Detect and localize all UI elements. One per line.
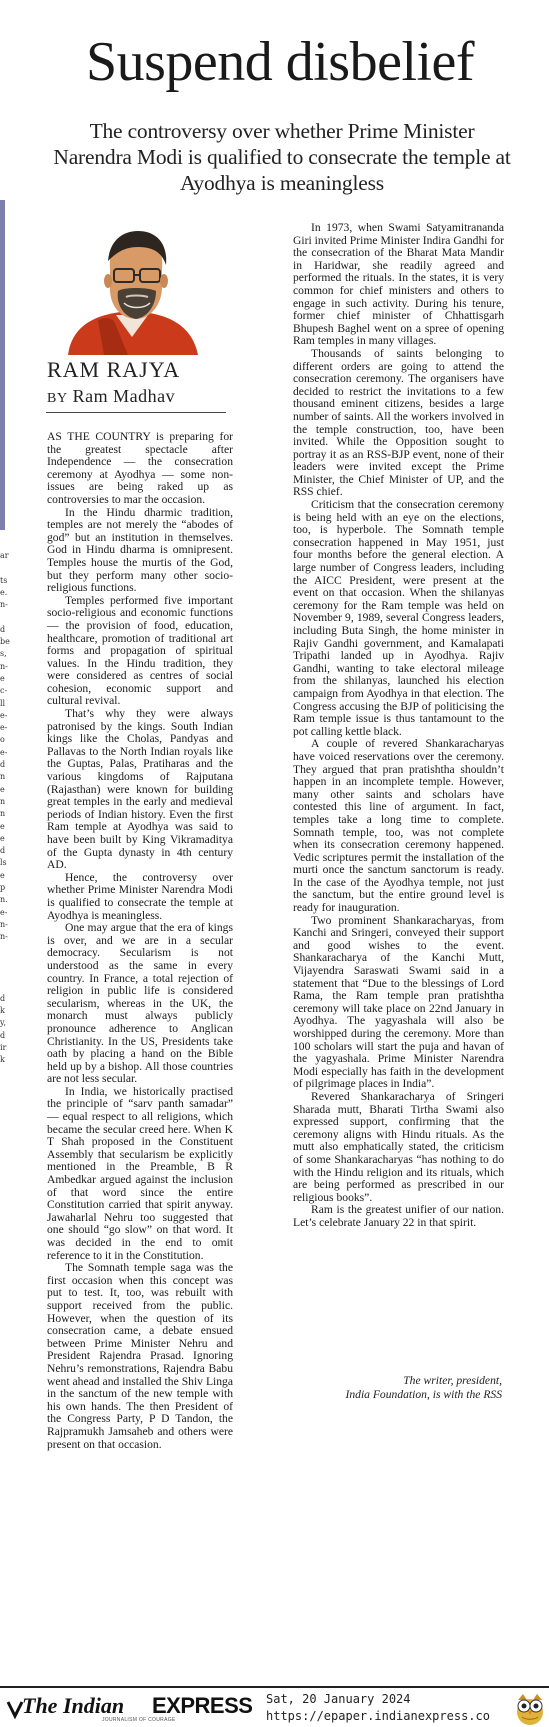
paragraph: A couple of revered Shankaracharyas have voiced reservations over the ceremony. They argued that pran pratishtha shouldn’t happen in an incomplete temple. However, many other saints and scholars have contested this line of argument. In fact, temples take a long time to complete. Somnath temple, too, was not complete when its consecration ceremony happened. Vedic scriptures permit the installation of the murti once the sanctum sanctorum is ready. In the case of the Ayodhya temple, not just the sanctum, but the entire ground level is ready for inauguration. (293, 737, 504, 915)
paragraph: Hence, the controversy over whether Prime Minister Narendra Modi is qualified to consecrate the temple at Ayodhya is meaningless. (47, 870, 233, 922)
footer-divider (0, 1686, 549, 1688)
paragraph: In 1973, when Swami Satyamitrananda Giri invited Prime Minister Indira Gandhi for the consecration of the Bharat Mata Mandir in Haridwar, she readily agreed and performed the rituals. In the states, it is very common for chief ministers and others to engage in such activity. During his tenure, former chief minister of Chhattisgarh Bhupesh Baghel went on a spree of opening Ram temples in many villages. (293, 221, 504, 348)
edition-date: Sat, 20 January 2024 (266, 1692, 411, 1706)
paragraph: Two prominent Shankaracharyas, from Kanchi and Sringeri, conveyed their support and good wishes to the event. Shankaracharya of the Kanchi Mutt, Vijayendra Saraswati Swami said in a statement that “Due to the blessings of Lord Rama, the Ram temple pran pratishtha ceremony will take place on 22nd January in Ayodhya. The yagyashala will also be worshipped during the ceremony. More than 100 scholars will start the puja and havan of the yagyashala. Prime Minister Narendra Modi especially has faith in the development of pilgrimage places in India”. (293, 913, 504, 1091)
newspaper-tagline: JOURNALISM OF COURAGE (102, 1717, 176, 1723)
paragraph: Criticism that the consecration ceremony is being held with an eye on the elections, too, is hyperbole. The Somnath temple consecration happened in May 1951, just four months before the general election. A large number of Congress leaders, including the AICC President, were present at the event on that occasion. When the shilanyas ceremony for the Ram temple was held on November 9, 1989, several Congress leaders, including Buta Singh, the home minister in Rajiv Gandhi government, and Kamalapati Tripathi landed up in Ayodhya. Rajiv Gandhi, wanting to take electoral mileage from the shilanyas, launched his election campaign from Ayodhya in that election. The Congress accusing the BJP of politicising the Ram temple issue is thus tantamount to the pot calling kettle black. (293, 498, 504, 738)
adjacent-article-text: ar ts e. n- d be s, n- e c- ll e- e- o e- d n e n n e e d ls e p n. e- n- n- d k y, d ir k (0, 551, 10, 1065)
byline-prefix: BY (47, 391, 68, 406)
paragraph: The Somnath temple saga was the first occasion when this concept was put to test. It, too, was rebuilt with support received from the public. However, when the question of its consecration came, a debate ensued between Prime Minister Nehru and President Rajendra Prasad. Ignoring Nehru’s remonstrations, Rajendra Babu went ahead and installed the Shiv Linga in the sanctum of the new temple with his own hands. The then President of the Congress Party, P D Tandon, the Rajpramukh Jamsaheb and others were present on that occasion. (47, 1261, 233, 1451)
byline-divider (46, 412, 226, 413)
adjacent-article-fragment (0, 200, 14, 1065)
author-name: Ram Madhav (72, 386, 176, 406)
credit-line: The writer, president, (403, 1374, 502, 1387)
paragraph: That’s why they were always patronised by the kings. South Indian kings like the Cholas, Pandyas and Pallavas to the North Indian royals like the Guptas, Palas, Pratiharas and the various kingdoms of Rajputana (Rajasthan) were known for building great temples in the early and medieval periods of Indian history. Even the first Ram temple at Ayodhya was said to have been built by King Vikramaditya of the Gupta dynasty in 4th century AD. (47, 707, 233, 872)
paragraph: AS THE COUNTRY is preparing for the greatest spectacle after Independence — the consecration ceremony at Ayodhya — some non-issues are being raked up as controversies to mar the occasion. (47, 430, 233, 506)
credit-line: India Foundation, is with the RSS (345, 1388, 502, 1401)
adjacent-article-photo-edge (0, 200, 5, 530)
paragraph: In India, we historically practised the principle of “sarv panth samadar” — equal respect to all religions, which became the secular creed here. When K T Shah proposed in the Constituent Assembly that secularism be explicitly mentioned in the Preamble, B R Ambedkar argued against the inclusion of that word since the entire Constitution carried that spirit anyway. Jawaharlal Nehru too suggested that one should “go slow” on that word. It was decided in the end to omit reference to it in the Constitution. (47, 1084, 233, 1262)
owl-icon (513, 1690, 547, 1726)
newspaper-logo-text[interactable]: The Indian (22, 1693, 125, 1718)
paragraph: Temples performed five important socio-religious and economic functions — the provision of food, education, healthcare, promotion of traditional art forms and propagation of spiritual values. In the Hindu tradition, they were considered as centres of social cohesion, economic support and cultural revival. (47, 593, 233, 708)
author-portrait (58, 225, 206, 355)
paragraph: In the Hindu dharmic tradition, temples are not merely the “abodes of god” but an institution in themselves. God in Hindu dharma is omnipresent. Temples house the murtis of the God, but they perform many other socio-religious functions. (47, 505, 233, 595)
byline (47, 385, 175, 410)
paragraph: Revered Shankaracharya of Sringeri Sharada mutt, Bharati Tirtha Swami also expressed support, confirming that the ceremony aligns with Hindu rituals. As the mutt also emphatically stated, the criticism of some Shankaracharyas “has nothing to do with the Hindu religion and its rituals, which are being performed as prescribed in our religious books”. (293, 1089, 504, 1204)
article-column-1 (47, 431, 233, 1451)
column-name: RAM RAJYA (47, 357, 181, 382)
paragraph: Ram is the greatest unifier of our nation. Let’s celebrate January 22 in that spirit. (293, 1203, 504, 1229)
author-credit (300, 1374, 502, 1402)
epaper-url[interactable]: https://epaper.indianexpress.co (266, 1709, 490, 1723)
paragraph: Thousands of saints belonging to different orders are going to attend the consecration ceremony. The organisers have decided to restrict the invitations to a few thousand eminent citizens, besides a large number of saints. All the workers involved in the temple construction, too, have been invited. While the Opposition sought to portray it as an RSS-BJP event, none of their leaders were invited except the Prime Minister, the Chief Minister of UP, and the RSS chief. (293, 346, 504, 499)
deck: The controversy over whether Prime Minister Narendra Modi is qualified to consecrate the temple at Ayodhya is meaningless (53, 119, 511, 195)
article-column-2 (293, 222, 504, 1230)
paragraph: One may argue that the era of kings is over, and we are in a secular democracy. Secularism is not understood as the same in every country. In France, a total rejection of religion in public life is considered secularism, whereas in the UK, the monarch must always publicly pronounce adherence to Anglican Christianity. In the US, Presidents take oath by placing a hand on the Bible held up by a bishop. All those countries are not less secular. (47, 921, 233, 1086)
newspaper-logo-express[interactable]: EXPRESS (152, 1693, 253, 1718)
headline: Suspend disbelief (85, 31, 475, 93)
